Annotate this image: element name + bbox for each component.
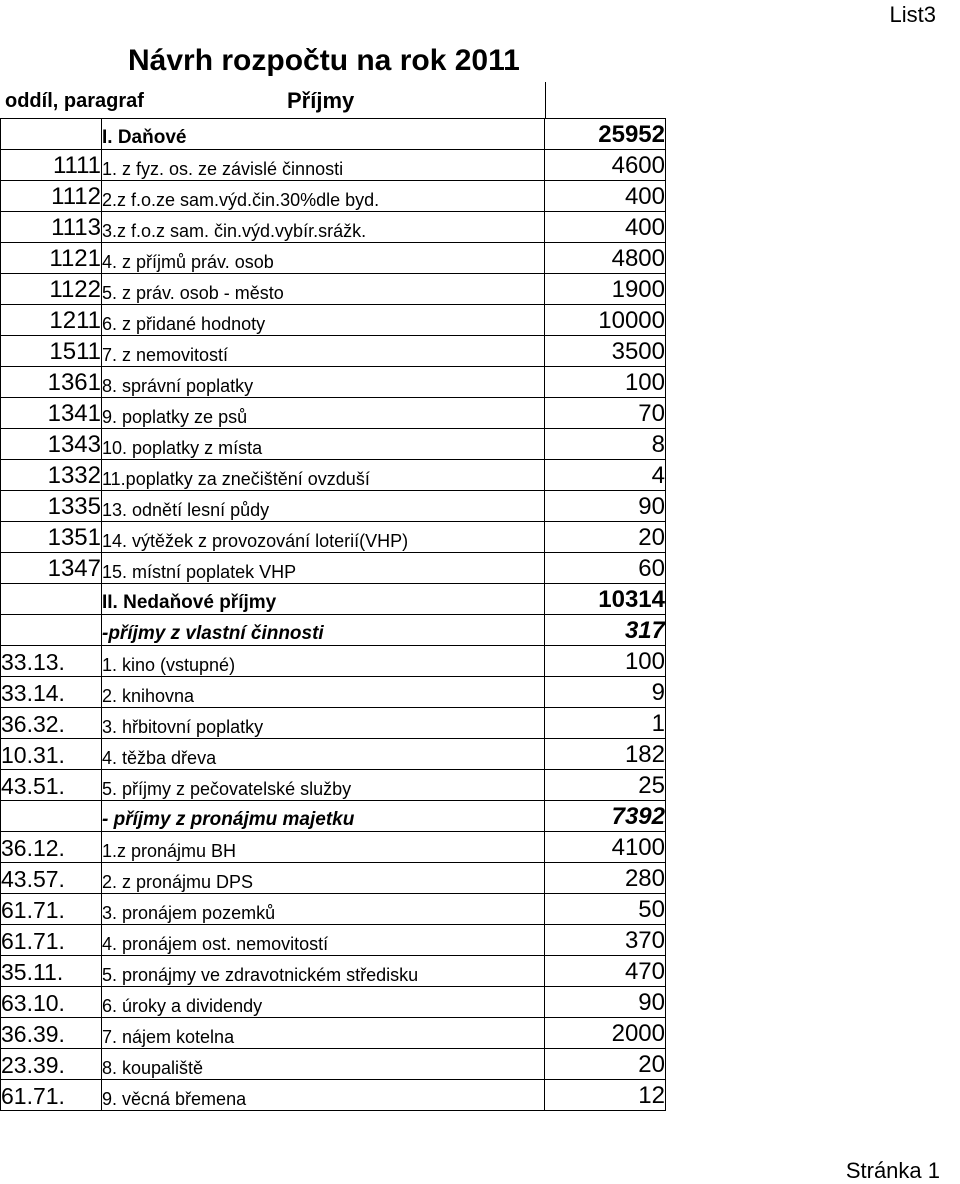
- page-footer: Stránka 1: [845, 1158, 940, 1183]
- table-row: [1, 336, 666, 367]
- cell-amount: 4100: [545, 832, 666, 863]
- cell-amount: 10000: [545, 305, 666, 336]
- cell-amount: 1900: [545, 274, 666, 305]
- cell-paragraph-code: 1335: [1, 491, 102, 522]
- cell-paragraph-code: 1121: [1, 243, 102, 274]
- table-row: [1, 398, 666, 429]
- cell-amount: 60: [545, 553, 666, 584]
- cell-description: 3. hřbitovní poplatky: [102, 708, 545, 739]
- table-row: [1, 119, 666, 150]
- cell-paragraph-code: [1, 615, 102, 646]
- cell-amount: 20: [545, 522, 666, 553]
- budget-table: [0, 118, 666, 1111]
- table-row: [1, 460, 666, 491]
- cell-paragraph-code: 1343: [1, 429, 102, 460]
- cell-description: 5. pronájmy ve zdravotnickém středisku: [102, 956, 545, 987]
- cell-paragraph-code: 1113: [1, 212, 102, 243]
- cell-paragraph-code: 1351: [1, 522, 102, 553]
- cell-paragraph-code: 63.10.: [1, 987, 102, 1018]
- table-row: [1, 367, 666, 398]
- table-row: [1, 801, 666, 832]
- cell-description: 5. z práv. osob - město: [102, 274, 545, 305]
- cell-amount: 1: [545, 708, 666, 739]
- cell-paragraph-code: [1, 801, 102, 832]
- cell-description: 1. z fyz. os. ze závislé činnosti: [102, 150, 545, 181]
- cell-description: -příjmy z vlastní činnosti: [102, 615, 545, 646]
- cell-amount: 4800: [545, 243, 666, 274]
- cell-description: 8. koupaliště: [102, 1049, 545, 1080]
- table-row: [1, 894, 666, 925]
- cell-description: 2. z pronájmu DPS: [102, 863, 545, 894]
- cell-amount: 470: [545, 956, 666, 987]
- cell-amount: 182: [545, 739, 666, 770]
- cell-paragraph-code: 10.31.: [1, 739, 102, 770]
- cell-paragraph-code: 1361: [1, 367, 102, 398]
- cell-description: 5. příjmy z pečovatelské služby: [102, 770, 545, 801]
- cell-paragraph-code: 36.12.: [1, 832, 102, 863]
- grid-line: [545, 82, 546, 118]
- cell-description: 4. z příjmů práv. osob: [102, 243, 545, 274]
- cell-description: 7. z nemovitostí: [102, 336, 545, 367]
- cell-amount: 400: [545, 212, 666, 243]
- cell-description: 9. věcná břemena: [102, 1080, 545, 1111]
- cell-amount: 50: [545, 894, 666, 925]
- cell-description: 11.poplatky za znečištění ovzduší: [102, 460, 545, 491]
- table-row: [1, 274, 666, 305]
- cell-paragraph-code: 43.51.: [1, 770, 102, 801]
- cell-amount: 90: [545, 987, 666, 1018]
- cell-description: 15. místní poplatek VHP: [102, 553, 545, 584]
- cell-amount: 3500: [545, 336, 666, 367]
- cell-paragraph-code: 1112: [1, 181, 102, 212]
- table-row: [1, 987, 666, 1018]
- table-row: [1, 522, 666, 553]
- cell-paragraph-code: 1332: [1, 460, 102, 491]
- table-row: [1, 832, 666, 863]
- cell-description: 3.z f.o.z sam. čin.výd.vybír.srážk.: [102, 212, 545, 243]
- table-row: [1, 925, 666, 956]
- table-row: [1, 1080, 666, 1111]
- cell-description: 8. správní poplatky: [102, 367, 545, 398]
- table-row: [1, 770, 666, 801]
- cell-description: 13. odnětí lesní půdy: [102, 491, 545, 522]
- cell-paragraph-code: 1511: [1, 336, 102, 367]
- page-title: Návrh rozpočtu na rok 2011: [128, 44, 520, 77]
- cell-paragraph-code: 36.32.: [1, 708, 102, 739]
- cell-description: 6. úroky a dividendy: [102, 987, 545, 1018]
- cell-paragraph-code: 1347: [1, 553, 102, 584]
- table-row: [1, 243, 666, 274]
- cell-amount: 10314: [545, 584, 666, 615]
- cell-description: 1. kino (vstupné): [102, 646, 545, 677]
- table-row: [1, 553, 666, 584]
- cell-amount: 20: [545, 1049, 666, 1080]
- table-row: [1, 584, 666, 615]
- cell-description: 1.z pronájmu BH: [102, 832, 545, 863]
- table-row: [1, 212, 666, 243]
- cell-paragraph-code: 43.57.: [1, 863, 102, 894]
- cell-paragraph-code: [1, 584, 102, 615]
- cell-amount: 12: [545, 1080, 666, 1111]
- table-row: [1, 863, 666, 894]
- cell-paragraph-code: 1341: [1, 398, 102, 429]
- table-row: [1, 181, 666, 212]
- cell-amount: 90: [545, 491, 666, 522]
- cell-paragraph-code: 61.71.: [1, 925, 102, 956]
- cell-amount: 400: [545, 181, 666, 212]
- cell-amount: 280: [545, 863, 666, 894]
- cell-amount: 100: [545, 367, 666, 398]
- cell-paragraph-code: 1111: [1, 150, 102, 181]
- table-row: [1, 1018, 666, 1049]
- table-row: [1, 1049, 666, 1080]
- cell-description: II. Nedaňové příjmy: [102, 584, 545, 615]
- cell-paragraph-code: 36.39.: [1, 1018, 102, 1049]
- cell-amount: 70: [545, 398, 666, 429]
- cell-amount: 100: [545, 646, 666, 677]
- cell-paragraph-code: 61.71.: [1, 894, 102, 925]
- column-header-code: oddíl, paragraf: [5, 90, 144, 112]
- cell-description: 14. výtěžek z provozování loterií(VHP): [102, 522, 545, 553]
- cell-paragraph-code: [1, 119, 102, 150]
- cell-amount: 8: [545, 429, 666, 460]
- cell-paragraph-code: 23.39.: [1, 1049, 102, 1080]
- cell-paragraph-code: 33.13.: [1, 646, 102, 677]
- cell-description: 3. pronájem pozemků: [102, 894, 545, 925]
- table-row: [1, 150, 666, 181]
- table-row: [1, 305, 666, 336]
- cell-amount: 9: [545, 677, 666, 708]
- cell-amount: 2000: [545, 1018, 666, 1049]
- cell-paragraph-code: 35.11.: [1, 956, 102, 987]
- cell-description: 4. pronájem ost. nemovitostí: [102, 925, 545, 956]
- cell-description: 10. poplatky z místa: [102, 429, 545, 460]
- cell-paragraph-code: 1211: [1, 305, 102, 336]
- cell-description: 4. těžba dřeva: [102, 739, 545, 770]
- cell-description: I. Daňové: [102, 119, 545, 150]
- column-header-revenue: Příjmy: [287, 88, 355, 113]
- table-row: [1, 956, 666, 987]
- cell-description: - příjmy z pronájmu majetku: [102, 801, 545, 832]
- table-row: [1, 491, 666, 522]
- budget-table-body: [1, 119, 666, 1111]
- cell-paragraph-code: 1122: [1, 274, 102, 305]
- cell-description: 2. knihovna: [102, 677, 545, 708]
- cell-amount: 317: [545, 615, 666, 646]
- cell-description: 6. z přidané hodnoty: [102, 305, 545, 336]
- cell-amount: 370: [545, 925, 666, 956]
- cell-amount: 25952: [545, 119, 666, 150]
- table-row: [1, 646, 666, 677]
- cell-description: 9. poplatky ze psů: [102, 398, 545, 429]
- cell-description: 2.z f.o.ze sam.výd.čin.30%dle byd.: [102, 181, 545, 212]
- table-row: [1, 708, 666, 739]
- table-row: [1, 739, 666, 770]
- table-row: [1, 677, 666, 708]
- cell-amount: 4: [545, 460, 666, 491]
- sheet-name: List3: [889, 2, 936, 27]
- cell-amount: 7392: [545, 801, 666, 832]
- table-row: [1, 615, 666, 646]
- table-row: [1, 429, 666, 460]
- cell-paragraph-code: 33.14.: [1, 677, 102, 708]
- cell-amount: 4600: [545, 150, 666, 181]
- cell-description: 7. nájem kotelna: [102, 1018, 545, 1049]
- cell-amount: 25: [545, 770, 666, 801]
- cell-paragraph-code: 61.71.: [1, 1080, 102, 1111]
